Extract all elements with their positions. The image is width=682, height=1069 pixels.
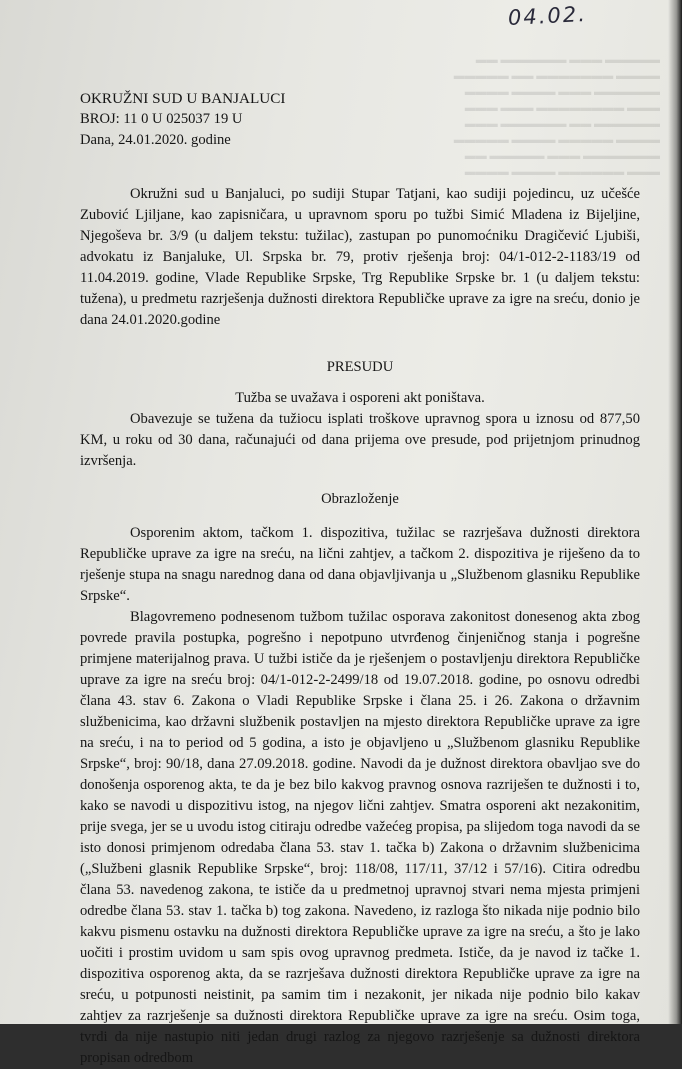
page-edge-shadow	[668, 0, 682, 1024]
document-body	[80, 88, 640, 1069]
verdict-line-1: Tužba se uvažava i osporeni akt poništava.	[235, 390, 485, 406]
handwritten-date-note: 04.02.	[507, 1, 588, 31]
case-number: BROJ: 11 0 U 025037 19 U	[80, 111, 243, 127]
reasoning-paragraph-2: Blagovremeno podnesenom tužbom tužilac osporava zakonitost donesenog akta zbog povrede pravila postupka, pogrešno i nepotpuno utvrđenog činjeničnog stanja i pogrešne primjene materijalnog prava. U tužbi ističe da je rješenjem o postavljenju direktora Republičke uprave za igre na sreću broj: 04/1-012-2-2499/18 od 19.07.2018. godine, po osnovu odredbi člana 43. stav 6. Zakona o Vladi Republike Srpske i člana 25. i 26. Zakona o državnim službenicima, kao državni službenik postavljen na mjesto direktora Republičke uprave za igre na sreću, i na to period od 5 godina, a isto je objavljeno u „Službenom glasniku Republike Srpske“, broj: 90/18, dana 27.09.2018. godine. Navodi da je dužnost direktora obavljao sve do donošenja osporenog akta, te da je bez bilo kakvog pravnog osnova razriješen te dužnosti i to, kako se navodi u dispozitivu istog, na njegov lični zahtjev. Smatra osporeni akt nezakonitim, prije svega, jer se u uvodu istog citiraju odredbe važećeg propisa, pa slijedom toga navodi da se isto donosi primjenom odredaba člana 53. stav 1. tačka b) Zakona o državnim službenicima („Službeni glasnik Republike Srpske“, broj: 118/08, 117/11, 37/12 i 57/16). Citira odredbu člana 53. navedenog zakona, te ističe da u predmetnoj upravnoj stvari nema mjesta primjeni odredbe člana 53. stav 1. tačka b) tog zakona. Navedeno, iz razloga što nikada nije podnio bilo kakvu pismenu ostavku na dužnosti direktora Republičke uprave za igre na sreću, a što je lako uočiti i prostim uvidom u sam spis ovog upravnog predmeta. Ističe, da je navod iz tačke 1. dispozitiva osporenog akta, da se razrješava dužnosti direktora Republičke uprave za igre na sreću, u potpunosti neistinit, pa samim tim i nezakonit, jer nikada nije podnio bilo kakav zahtjev za razrješenje sa dužnosti direktora Republičke uprave za igre na sreću. Osim toga, tvrdi da nije nastupio niti jedan drugi razlog za njegovo razrješenje sa dužnosti direktora propisan odredbom	[80, 609, 640, 1066]
show-through-texture: ▬▬▬▬▬ ▬▬▬ ▬▬▬▬▬▬ ▬▬ ▬▬▬▬ ▬▬▬▬▬▬▬ ▬▬ ▬▬▬▬▬ ▬▬▬▬▬▬ ▬▬▬ ▬▬▬▬ ▬▬▬▬ ▬▬▬ ▬▬▬▬▬▬▬▬ ▬▬▬ ▬▬▬ ▬▬▬▬▬▬ ▬▬ ▬▬▬▬▬▬ ▬▬▬ ▬▬▬▬ ▬▬▬▬▬ ▬▬▬▬ ▬▬▬▬▬ ▬▬▬▬▬▬▬ ▬▬▬ ▬▬▬▬▬ ▬▬ ▬▬▬ ▬▬▬▬▬▬ ▬▬▬▬ ▬▬▬▬	[453, 54, 660, 178]
reasoning-title: Obrazloženje	[321, 491, 399, 507]
verdict-title: PRESUDU	[326, 359, 394, 375]
intro-paragraph: Okružni sud u Banjaluci, po sudiji Stupar Tatjani, kao sudiji pojedincu, uz učešće Zubović Ljiljane, kao zapisničara, u upravnom sporu po tužbi Simić Mladena iz Bijeljine, Njegoševa br. 3/9 (u daljem tekstu: tužilac), zastupan po punomoćniku Dragičević Ljubiši, advokatu iz Banjaluke, Ul. Srpska br. 79, protiv rješenja broj: 04/1-012-2-1183/19 od 11.04.2019. godine, Vlade Republike Srpske, Trg Republike Srpske br. 1 (u daljem tekstu: tužena), u predmetu razrješenja dužnosti direktora Republičke uprave za igre na sreću, donio je dana 24.01.2020.godine	[80, 186, 640, 328]
court-name: OKRUŽNI SUD U BANJALUCI	[80, 90, 286, 107]
document-header	[80, 88, 640, 151]
verdict-line-2: Obavezuje se tužena da tužiocu isplati troškove upravnog spora u iznosu od 877,50 KM, u roku od 30 dana, računajući od dana prijema ove presude, pod prijetnjom prinudnog izvršenja.	[80, 411, 640, 469]
document-date: Dana, 24.01.2020. godine	[80, 132, 231, 148]
reasoning-paragraph-1: Osporenim aktom, tačkom 1. dispozitiva, tužilac se razrješava dužnosti direktora Republičke uprave za igre na sreću, na lični zahtjev, a tačkom 2. dispozitiva je riješeno da to rješenje stupa na snagu narednog dana od dana objavljivanja u „Službenom glasniku Republike Srpske“.	[80, 525, 640, 604]
